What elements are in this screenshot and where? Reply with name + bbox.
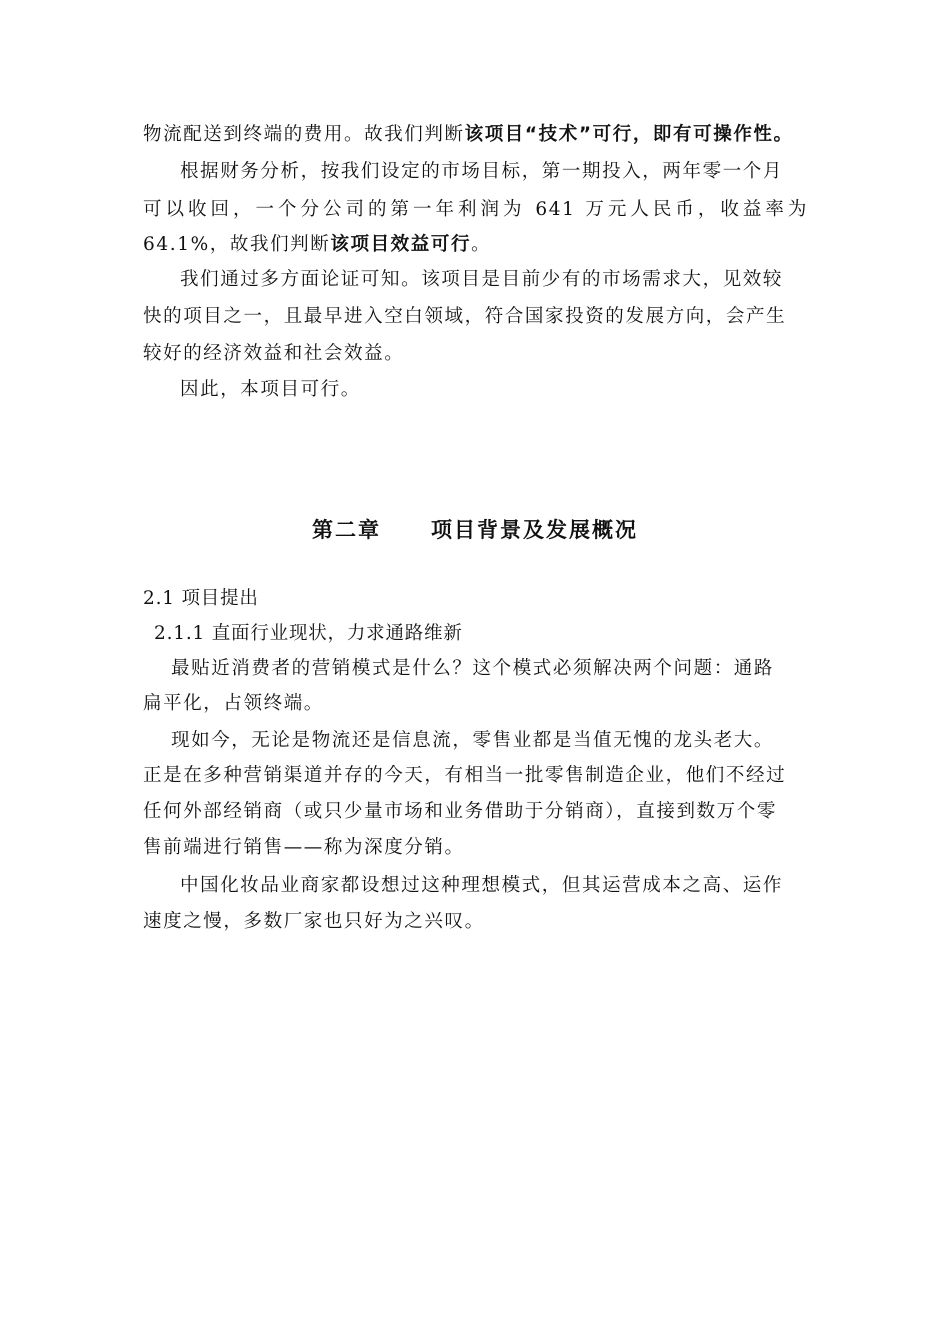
section-heading: 2.1 项目提出: [143, 588, 259, 609]
text-run: 。: [471, 234, 492, 255]
paragraph-line: 因此，本项目可行。: [180, 379, 361, 400]
paragraph-line: 中国化妆品业商家都设想过这种理想模式，但其运营成本之高、运作: [180, 875, 784, 896]
chapter-number: 第二章: [312, 518, 381, 542]
paragraph-line: 速度之慢，多数厂家也只好为之兴叹。: [143, 911, 485, 932]
subsection-heading: 2.1.1 直面行业现状，力求通路维新: [154, 623, 463, 644]
bold-conclusion-text: 该项目效益可行: [330, 234, 472, 255]
paragraph-line: [143, 123, 808, 147]
bold-conclusion-text: 该项目“技术”可行，即有可操作性。: [464, 124, 794, 145]
paragraph-line: [143, 233, 808, 257]
paragraph-line: 任何外部经销商（或只少量市场和业务借助于分销商），直接到数万个零: [143, 801, 777, 822]
paragraph-line: 根据财务分析，按我们设定的市场目标，第一期投入，两年零一个月: [180, 161, 784, 182]
paragraph-line: 现如今，无论是物流还是信息流，零售业都是当值无愧的龙头老大。: [171, 730, 775, 751]
text-run: 64.1%，故我们判断: [143, 234, 331, 255]
chapter-heading: [0, 514, 950, 544]
chapter-title: 项目背景及发展概况: [431, 518, 638, 542]
paragraph-line: 最贴近消费者的营销模式是什么？这个模式必须解决两个问题：通路: [171, 658, 775, 679]
paragraph-line: 可以收回，一个分公司的第一年利润为 641 万元人民币，收益率为: [143, 199, 808, 220]
paragraph-line: 快的项目之一，且最早进入空白领域，符合国家投资的发展方向，会产生: [143, 306, 787, 327]
paragraph-line: 售前端进行销售——称为深度分销。: [143, 837, 465, 858]
paragraph-line: 我们通过多方面论证可知。该项目是目前少有的市场需求大，见效较: [180, 269, 784, 290]
text-run: 物流配送到终端的费用。故我们判断: [143, 124, 465, 145]
paragraph-line: 较好的经济效益和社会效益。: [143, 343, 405, 364]
paragraph-line: 扁平化，占领终端。: [143, 693, 324, 714]
paragraph-line: 正是在多种营销渠道并存的今天，有相当一批零售制造企业，他们不经过: [143, 765, 787, 786]
